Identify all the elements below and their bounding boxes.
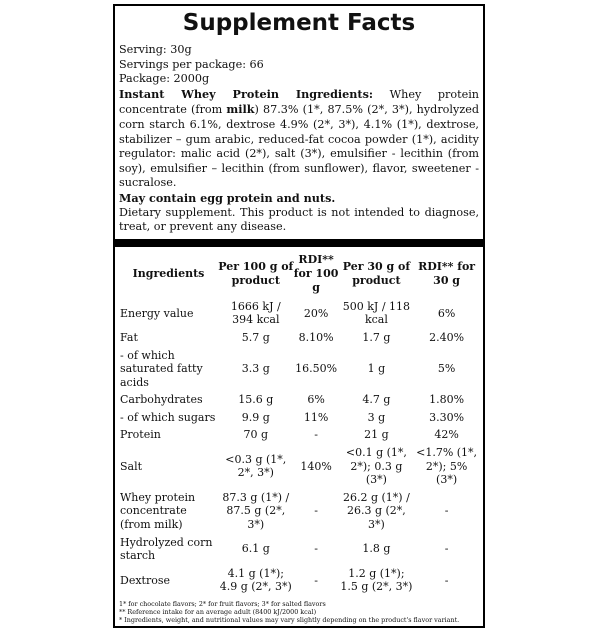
row-value: - — [444, 504, 449, 518]
row-value: 6% — [437, 306, 456, 320]
header-ingredients: Ingredients — [132, 266, 205, 280]
row-value: 3 g — [367, 410, 386, 424]
row-value: 4.7 g — [362, 393, 391, 407]
table-row — [119, 391, 479, 409]
row-value: <0.3 g (1*, 2*, 3*) — [225, 452, 287, 480]
row-value: <0.1 g (1*, 2*); 0.3 g (3*) — [345, 446, 407, 487]
table-row — [119, 444, 479, 489]
table-body — [119, 298, 479, 596]
row-value: 6.1 g — [241, 542, 270, 556]
ingredients-label: Instant Whey Protein Ingredients: — [119, 86, 374, 101]
row-value: 9.9 g — [241, 410, 270, 424]
table-row — [119, 489, 479, 534]
table-row — [119, 534, 479, 565]
row-label: Salt — [120, 459, 143, 473]
row-value: - — [444, 542, 449, 556]
row-value: - — [314, 428, 318, 442]
row-value: 500 kJ / 118 kcal — [342, 299, 411, 327]
row-value: 11% — [303, 410, 329, 424]
nutrition-table — [119, 250, 479, 596]
table-row — [119, 347, 479, 392]
row-value: 70 g — [243, 428, 269, 442]
row-label: - of which sugars — [120, 410, 216, 424]
row-value: 1.8 g — [362, 542, 391, 556]
row-label: Energy value — [120, 306, 194, 320]
row-value: <1.7% (1*, 2*); 5% (3*) — [416, 446, 478, 487]
row-value: - — [314, 504, 318, 518]
row-label: Carbohydrates — [120, 393, 203, 407]
supplement-facts-label — [113, 4, 485, 628]
row-value: 1666 kJ / 394 kcal — [230, 299, 281, 327]
row-label: Protein — [120, 428, 161, 442]
row-value: 1 g — [367, 362, 386, 376]
ingredients-paragraph — [119, 87, 479, 191]
row-value: 140% — [300, 459, 332, 473]
servings-per-package: Servings per package: 66 — [119, 57, 264, 71]
header-per-100g: Per 100 g of product — [218, 260, 294, 287]
row-value: 5% — [437, 362, 456, 376]
row-value: - — [314, 542, 318, 556]
table-header-row — [119, 250, 479, 298]
row-value: - — [314, 573, 318, 587]
row-value: 1.80% — [429, 393, 465, 407]
row-value: 26.2 g (1*) / 26.3 g (2*, 3*) — [342, 490, 410, 532]
footnote-flavors: 1* for chocolate flavors; 2* for fruit flavors; 3* for salted flavors — [119, 600, 326, 608]
row-label: Fat — [120, 330, 138, 344]
ingredients-milk: milk — [226, 102, 255, 117]
row-value: 16.50% — [295, 362, 338, 376]
table-row — [119, 298, 479, 329]
table-row — [119, 329, 479, 347]
row-value: - — [444, 573, 449, 587]
row-label: Dextrose — [120, 573, 170, 587]
row-value: 2.40% — [429, 330, 465, 344]
row-label: Whey protein concentrate (from milk) — [120, 490, 196, 532]
footnote-rdi: ** Reference intake for an average adult (8400 kJ/2000 kcal) — [119, 608, 317, 616]
footnotes — [119, 600, 479, 626]
row-value: 15.6 g — [238, 393, 274, 407]
allergen-warning: May contain egg protein and nuts. — [119, 190, 336, 205]
table-row — [119, 565, 479, 596]
table-row — [119, 426, 479, 444]
row-value: 6% — [307, 393, 325, 407]
row-value: 1.2 g (1*); 1.5 g (2*, 3*) — [340, 566, 413, 594]
label-title: Supplement Facts — [182, 10, 416, 36]
table-row — [119, 409, 479, 427]
row-value: 1.7 g — [362, 330, 391, 344]
row-value: 5.7 g — [241, 330, 270, 344]
row-value: 42% — [434, 428, 459, 442]
row-label: - of which saturated fatty acids — [120, 348, 203, 389]
package-size: Package: 2000g — [119, 72, 210, 86]
row-value: 4.1 g (1*); 4.9 g (2*, 3*) — [219, 566, 292, 594]
row-value: 20% — [303, 306, 329, 320]
row-value: 3.30% — [429, 410, 465, 424]
header-per-30g: Per 30 g of product — [342, 260, 411, 287]
row-label: Hydrolyzed corn starch — [120, 535, 213, 563]
header-rdi-100g: RDI** for 100 g — [293, 253, 339, 294]
row-value: 87.3 g (1*) / 87.5 g (2*, 3*) — [222, 490, 290, 532]
disclaimer: Dietary supplement. This product is not intended to diagnose, treat, or prevent any disease. — [119, 205, 479, 234]
ingredients-text-1: Whey protein concentrate (from — [119, 87, 479, 117]
row-value: 21 g — [364, 428, 389, 442]
ingredients-text-2: ) 87.3% (1*, 87.5% (2*, 3*), hydrolyzed corn starch 6.1%, dextrose 4.9% (2*, 3*), 4.1% (1*), dextrose, stabilizer – gum arabic, reduced-fat cocoa powder (1*), acidity regulator: malic acid (2*), salt (3*), emulsifier - lecithin (from soy), emulsifier – lecithin (from sunflower), flavor, sweetener - sucralose. — [119, 103, 479, 190]
thick-divider — [115, 239, 483, 247]
serving-size: Serving: 30g — [119, 43, 192, 56]
row-value: 3.3 g — [241, 362, 270, 376]
header-rdi-30g: RDI** for 30 g — [418, 260, 476, 287]
footnote-variance: * Ingredients, weight, and nutritional values may vary slightly depending on the product's flavor variant. — [119, 616, 460, 624]
row-value: 8.10% — [298, 330, 334, 344]
